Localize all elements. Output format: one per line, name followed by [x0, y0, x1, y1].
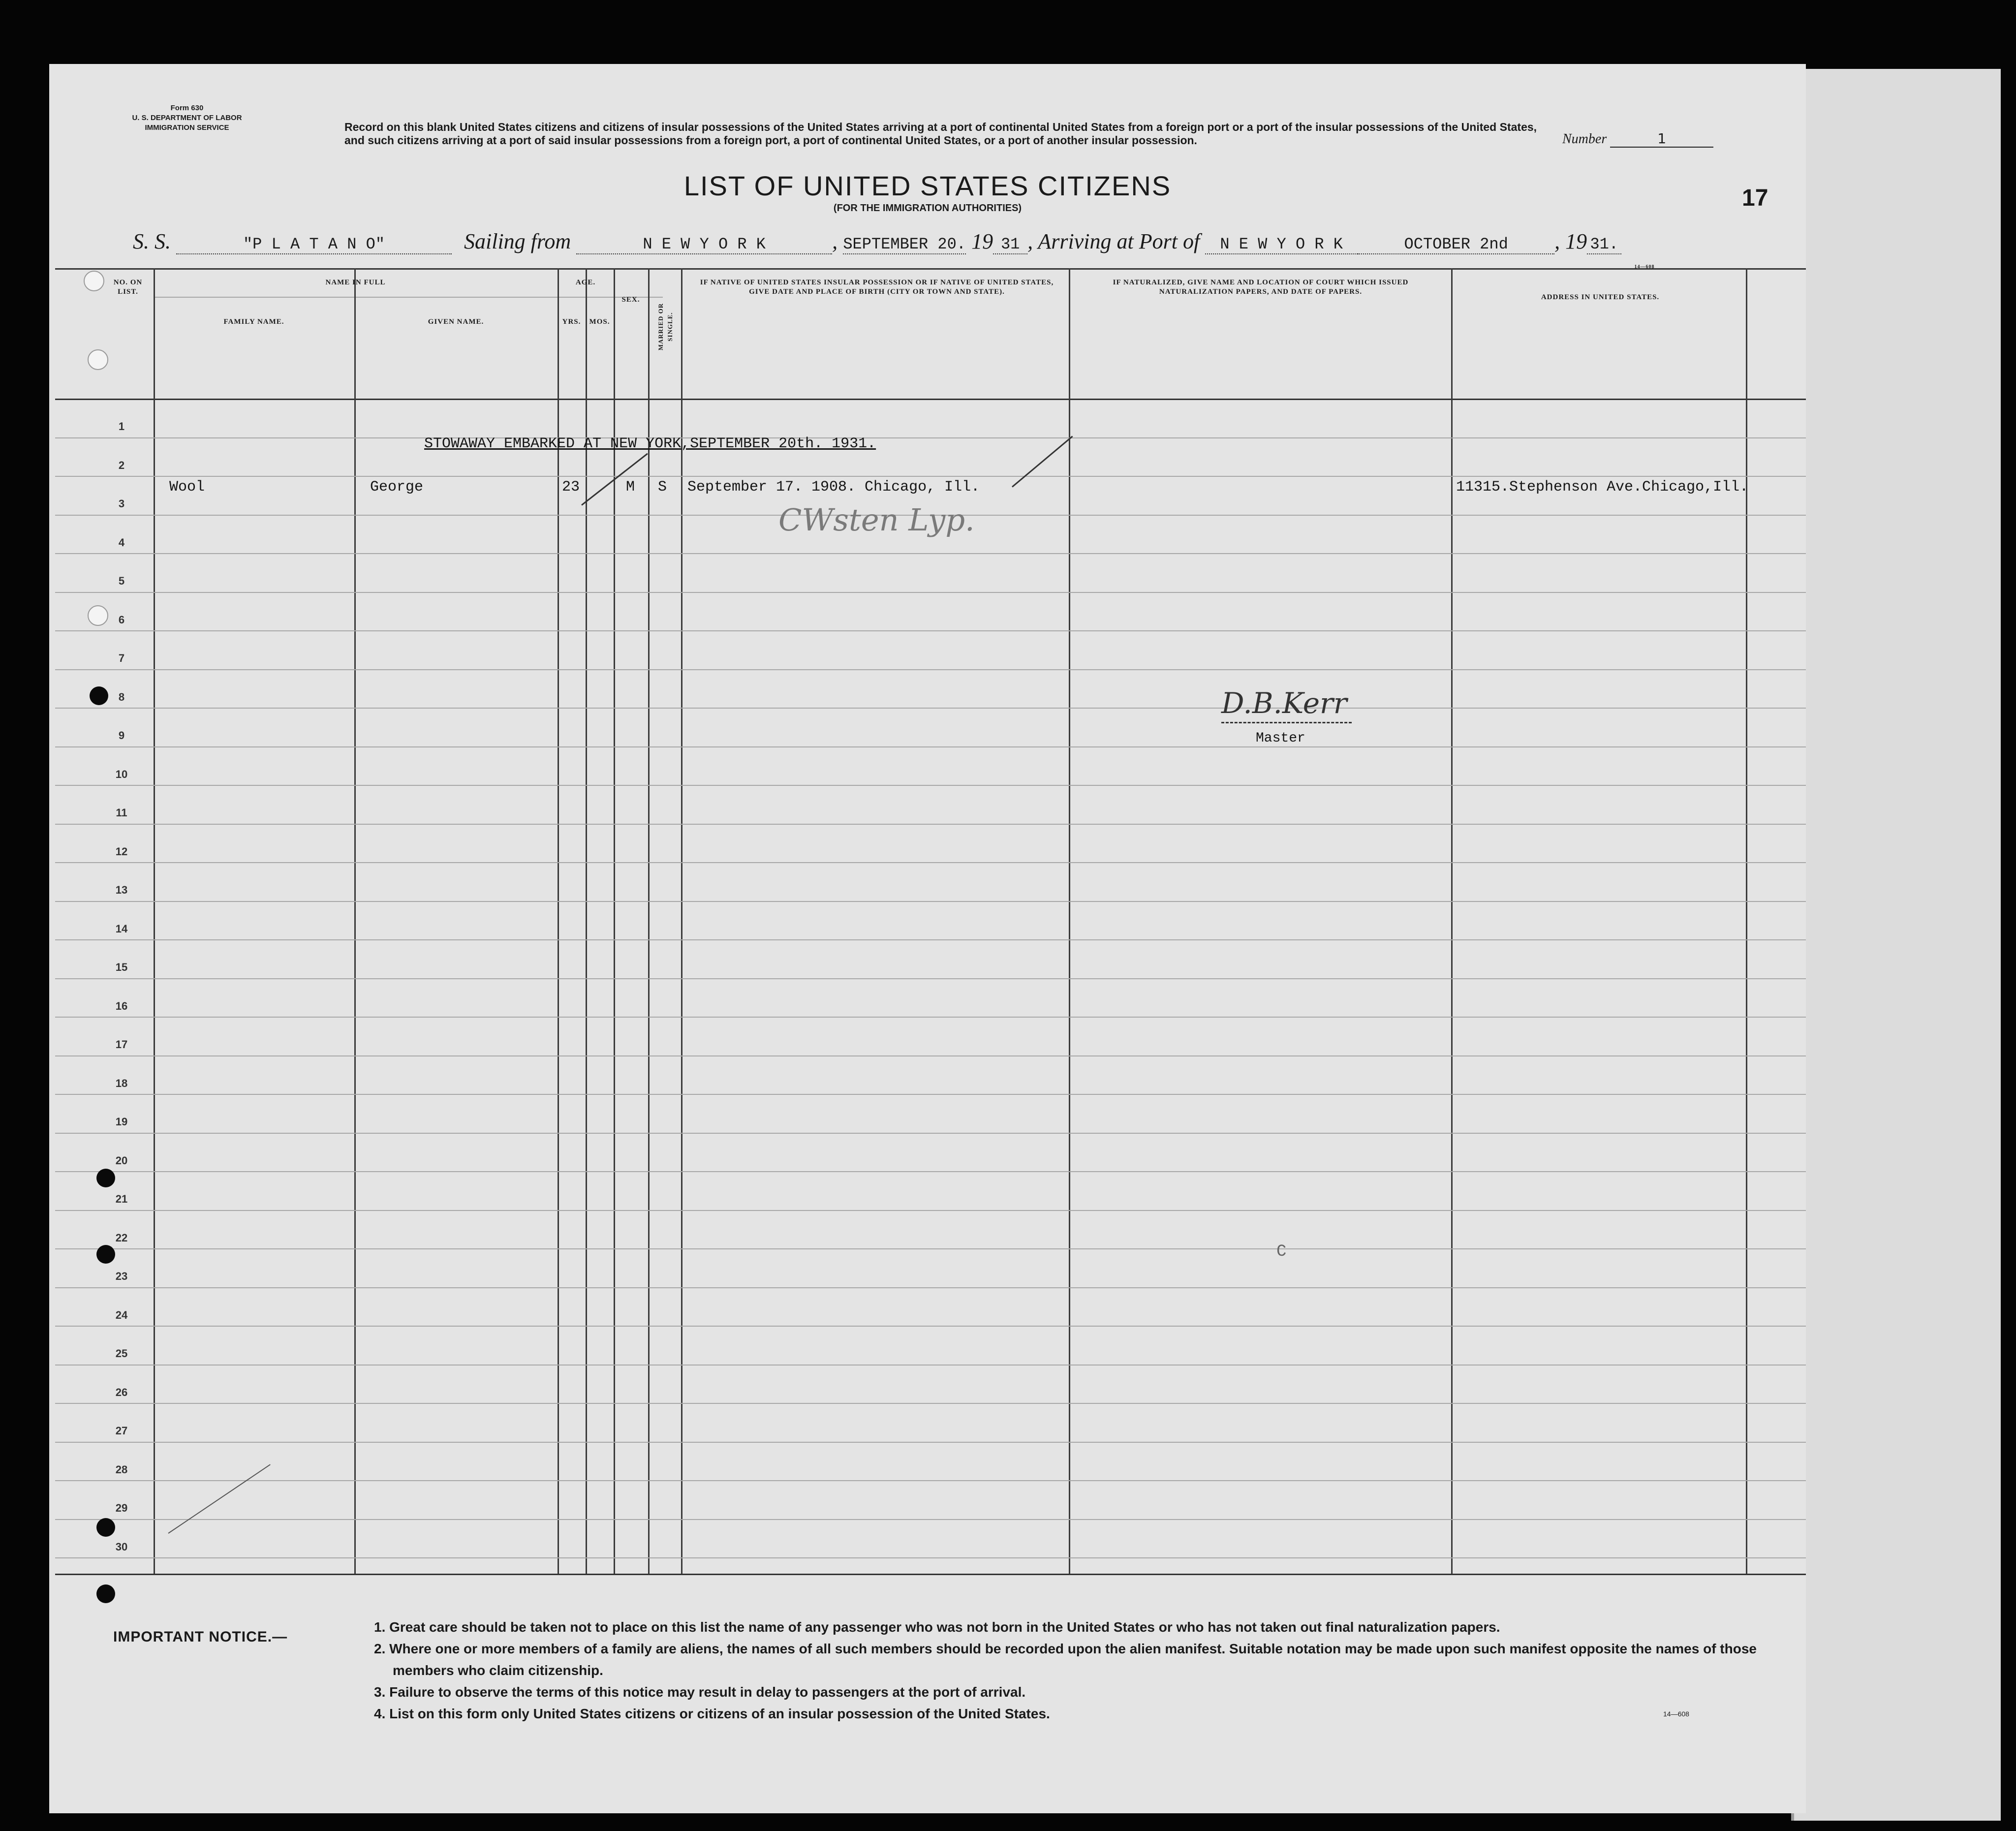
row-rule	[55, 785, 1806, 786]
row-rule	[55, 746, 1806, 747]
row-number: 13	[115, 884, 128, 896]
row-rule	[55, 437, 1806, 438]
punch-hole	[90, 686, 108, 705]
handwritten-note: CWsten Lyp.	[778, 502, 975, 538]
column-rule	[586, 268, 587, 1574]
notice-item: 4. List on this form only United States citizens or citizens of an insular possession of the United States.	[374, 1706, 1050, 1721]
list-number-label: Number	[1562, 131, 1607, 147]
row-rule	[55, 553, 1806, 554]
voyage-line: S. S. "P L A T A N O" Sailing from N E W Y O R K , SEPTEMBER 20. 19 31 , Arriving at Port of N E W Y O R K OCTOBER 2nd , 19 31.	[133, 229, 1796, 258]
column-rule	[648, 268, 650, 1574]
header-address: ADDRESS IN UNITED STATES.	[1541, 293, 1660, 301]
row-rule	[55, 901, 1806, 902]
header-family-name: FAMILY NAME.	[223, 318, 284, 326]
stowaway-note: STOWAWAY EMBARKED AT NEW YORK,SEPTEMBER 20th. 1931.	[424, 435, 876, 452]
punch-hole	[96, 1169, 115, 1187]
punch-hole	[96, 1584, 115, 1603]
column-rule	[614, 268, 615, 1574]
row-number: 28	[115, 1463, 128, 1476]
arriving-date: OCTOBER 2nd	[1358, 235, 1554, 254]
row-rule	[55, 1557, 1806, 1558]
row-number: 24	[115, 1308, 128, 1321]
page-title: LIST OF UNITED STATES CITIZENS	[683, 170, 1172, 201]
row-number: 17	[115, 1038, 128, 1051]
column-rule	[558, 268, 559, 1574]
ship-name: "P L A T A N O"	[176, 235, 452, 254]
manifest-page	[49, 64, 1806, 1813]
row-rule	[55, 824, 1806, 825]
header-age: AGE.	[575, 279, 596, 286]
sailing-year: 31	[993, 235, 1027, 254]
entry-address: 11315.Stephenson Ave.Chicago,Ill.	[1456, 479, 1749, 496]
table-bottom-rule	[55, 1574, 1806, 1575]
row-number: 30	[115, 1540, 128, 1553]
notice-heading: IMPORTANT NOTICE.—	[113, 1629, 288, 1645]
arriving-year: 31.	[1587, 235, 1621, 254]
sailing-port: N E W Y O R K	[576, 235, 832, 254]
row-rule	[55, 630, 1806, 631]
service-name: IMMIGRATION SERVICE	[145, 124, 229, 132]
row-rule	[55, 1210, 1806, 1211]
row-rule	[55, 1094, 1806, 1095]
list-number	[1562, 130, 1713, 148]
stray-mark: C	[1276, 1242, 1287, 1261]
department-name: U. S. DEPARTMENT OF LABOR	[132, 114, 242, 122]
row-number: 22	[115, 1231, 128, 1244]
header-age-mos: MOS.	[589, 318, 610, 326]
row-rule	[55, 1017, 1806, 1018]
row-rule	[55, 978, 1806, 979]
notice-item: 1. Great care should be taken not to place on this list the name of any passenger who was not born in the United States or who has not taken out final naturalization papers.	[374, 1619, 1500, 1635]
footer-form-code: 14—608	[1663, 1710, 1689, 1718]
header-sex: SEX.	[621, 296, 640, 304]
column-rule	[354, 268, 356, 1574]
punch-hole	[96, 1518, 115, 1537]
row-rule	[55, 1442, 1806, 1443]
header-marital: MARRIED OR SINGLE.	[657, 303, 674, 351]
form-number: Form 630	[170, 104, 204, 112]
row-rule	[55, 939, 1806, 940]
row-number: 23	[115, 1270, 128, 1282]
header-no-on-list: NO. ON LIST.	[113, 279, 143, 296]
page-subtitle: (FOR THE IMMIGRATION AUTHORITIES)	[833, 203, 1022, 214]
sailing-year-prefix: 19	[971, 229, 993, 253]
column-rule	[154, 268, 155, 1574]
row-rule	[55, 1480, 1806, 1481]
background-sheet	[1791, 69, 2001, 1821]
ss-label: S. S.	[133, 229, 171, 253]
row-rule	[55, 1133, 1806, 1134]
list-number-value: 1	[1610, 130, 1713, 148]
row-rule	[55, 1326, 1806, 1327]
row-number: 15	[115, 961, 128, 973]
row-number: 19	[115, 1116, 128, 1128]
page-corner-number: 17	[1742, 185, 1768, 211]
row-rule	[55, 862, 1806, 863]
header-naturalization: IF NATURALIZED, GIVE NAME AND LOCATION OF COURT WHICH ISSUED NATURALIZATION PAPERS, AND DATE OF PAPERS.	[1113, 279, 1409, 296]
row-number: 4	[118, 536, 125, 549]
row-rule	[55, 669, 1806, 670]
row-number: 10	[115, 768, 128, 780]
row-number: 14	[115, 922, 128, 935]
passenger-table	[55, 264, 1806, 1574]
entry-marital: S	[658, 479, 667, 496]
column-rule	[1746, 268, 1747, 1574]
row-rule	[55, 1055, 1806, 1056]
row-rule	[55, 476, 1806, 477]
row-number: 12	[115, 845, 128, 858]
row-number: 27	[115, 1425, 128, 1437]
row-rule	[55, 1171, 1806, 1172]
row-number: 25	[115, 1347, 128, 1360]
table-top-rule	[55, 268, 1806, 270]
arriving-port: N E W Y O R K	[1205, 235, 1358, 254]
arriving-label: Arriving at Port of	[1038, 229, 1200, 253]
sailing-label: Sailing from	[464, 229, 571, 253]
row-number: 2	[118, 459, 125, 471]
row-number: 18	[115, 1077, 128, 1089]
notice-item: 3. Failure to observe the terms of this notice may result in delay to passengers at the port of arrival.	[374, 1684, 1026, 1700]
entry-sex: M	[626, 479, 635, 496]
row-rule	[55, 592, 1806, 593]
row-number: 3	[118, 497, 125, 510]
row-number: 21	[115, 1193, 128, 1205]
header-given-name: GIVEN NAME.	[428, 318, 484, 326]
sailing-date: SEPTEMBER 20.	[843, 235, 966, 253]
row-rule	[55, 1519, 1806, 1520]
row-number: 8	[118, 690, 125, 703]
row-number: 6	[118, 613, 125, 626]
row-number: 7	[118, 652, 125, 664]
row-rule	[55, 1403, 1806, 1404]
row-number: 29	[115, 1502, 128, 1514]
column-rule	[681, 268, 682, 1574]
header-bottom-rule	[55, 399, 1806, 400]
header-name-in-full: NAME IN FULL	[325, 279, 386, 286]
master-signature: D.B.Kerr	[1221, 686, 1352, 723]
punch-hole	[84, 271, 104, 291]
row-rule	[55, 708, 1806, 709]
punch-hole	[88, 605, 108, 626]
row-number: 26	[115, 1386, 128, 1398]
row-rule	[55, 1287, 1806, 1288]
form-identifier	[84, 103, 290, 133]
column-rule	[1451, 268, 1453, 1574]
column-rule	[1069, 268, 1070, 1574]
row-rule	[55, 1248, 1806, 1249]
row-number: 20	[115, 1154, 128, 1167]
notice-list	[374, 1616, 1791, 1725]
punch-hole	[96, 1245, 115, 1264]
row-number: 11	[116, 807, 127, 819]
row-number: 1	[118, 420, 125, 433]
instructions-text: Record on this blank United States citizens and citizens of insular possessions of the United States arriving at a port of continental United States from a foreign port or a port of the insular possessions of the United States, and such citizens arriving at a port of said insular possessions from a foreign port, a port of continental United States, or a port of another insular possession.	[344, 121, 1537, 147]
notice-item: 2. Where one or more members of a family are aliens, the names of all such members should be recorded upon the alien manifest. Suitable notation may be made upon such manifest opposite the names of those members who claim citizenship.	[374, 1641, 1757, 1678]
punch-hole	[88, 349, 108, 370]
entry-birth: September 17. 1908. Chicago, Ill.	[687, 479, 980, 496]
check-mark	[1012, 436, 1073, 488]
arriving-year-prefix: 19	[1565, 229, 1587, 253]
entry-age: 23	[562, 479, 580, 496]
row-number: 9	[118, 729, 125, 742]
row-number: 5	[118, 575, 125, 587]
header-age-yrs: YRS.	[562, 318, 581, 326]
row-number: 16	[115, 999, 128, 1012]
header-tiny-print: 14—608	[1634, 264, 1655, 270]
entry-given-name: George	[370, 479, 424, 496]
entry-family-name: Wool	[169, 479, 205, 496]
header-birth-info: IF NATIVE OF UNITED STATES INSULAR POSSESSION OR IF NATIVE OF UNITED STATES, GIVE DATE AND PLACE OF BIRTH (CITY OR TOWN AND STATE).	[700, 279, 1054, 296]
signature-title: Master	[1256, 731, 1305, 746]
stray-stroke	[168, 1464, 270, 1533]
